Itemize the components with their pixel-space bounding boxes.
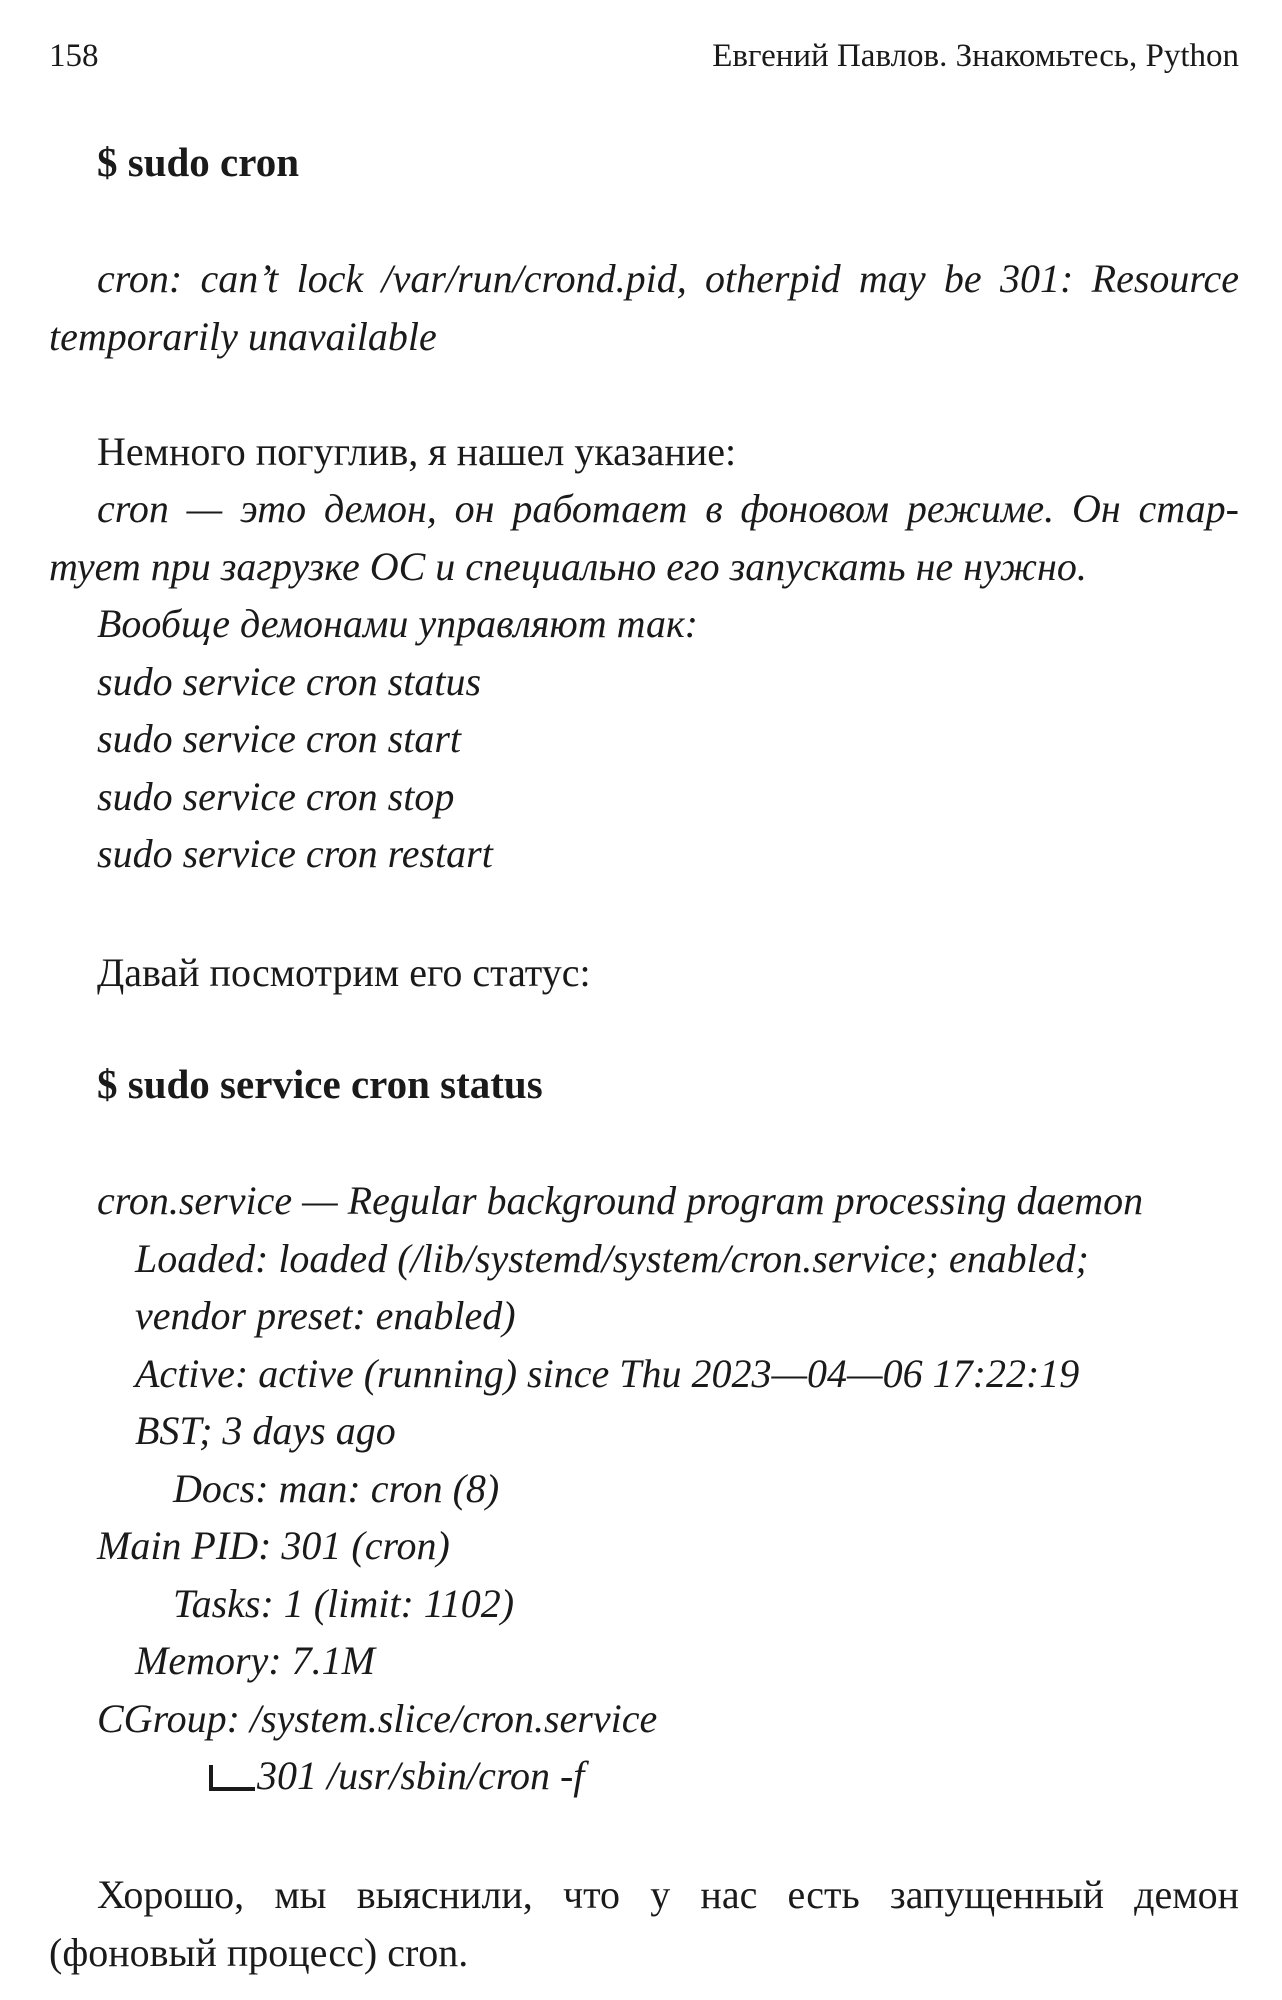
error-output [49, 250, 1239, 365]
page-header [49, 36, 1239, 76]
quote-cmd-restart: sudo service cron restart [97, 831, 493, 876]
status-loaded-line-2: vendor preset: enabled) [135, 1293, 516, 1338]
quote-block [49, 480, 1239, 883]
conclusion [49, 1866, 1239, 1981]
status-docs-line: Docs: man: cron (8) [173, 1465, 500, 1511]
status-intro-text: Давай посмотрим его статус: [97, 950, 591, 995]
status-cgroup-line: CGroup: /system.slice/cron.service [97, 1695, 658, 1741]
error-line-2: temporarily unavailable [49, 313, 437, 359]
quote-line-1: cron — это демон, он работает в фоновом режиме. Он стар- [97, 486, 1239, 531]
status-active-line-1: Active: active (running) since Thu 2023—04—06 17:22:19 [135, 1350, 1080, 1396]
status-memory-line: Memory: 7.1M [135, 1638, 375, 1683]
status-process-text: 301 /usr/sbin/cron -f [257, 1753, 585, 1798]
error-line-1: cron: can’t lock /var/run/crond.pid, otherpid may be 301: Resource [97, 256, 1239, 301]
quote-cmd-start: sudo service cron start [97, 716, 462, 761]
page-number: 158 [49, 38, 99, 74]
status-tasks-line: Tasks: 1 (limit: 1102) [173, 1580, 515, 1626]
command-sudo-service-cron-status: $ sudo service cron status [97, 1061, 543, 1107]
tree-branch-icon [209, 1765, 255, 1791]
status-main-pid-line: Main PID: 301 (cron) [97, 1523, 450, 1568]
status-loaded-line-1: Loaded: loaded (/lib/systemd/system/cron.service; enabled; [135, 1235, 1089, 1281]
quote-line-2: тует при загрузке ОС и специально его запускать не нужно. [49, 543, 1087, 589]
running-head: Евгений Павлов. Знакомьтесь, Python [712, 38, 1239, 74]
quote-cmd-status: sudo service cron status [97, 658, 482, 704]
status-active-line-2: BST; 3 days ago [135, 1408, 396, 1453]
status-process-line [49, 1747, 1239, 1805]
googled-intro [49, 423, 1239, 481]
status-output [49, 1172, 1239, 1805]
status-service-line: cron.service — Regular background program processing daemon [97, 1178, 1144, 1223]
quote-cmd-stop: sudo service cron stop [97, 773, 455, 819]
conclusion-line-1: Хорошо, мы выяснили, что у нас есть запущенный демон [97, 1872, 1239, 1917]
googled-intro-text: Немного погуглив, я нашел указание: [97, 429, 737, 474]
status-intro [49, 944, 1239, 1002]
conclusion-line-2: (фоновый процесс) cron. [49, 1929, 469, 1975]
command-sudo-cron: $ sudo cron [97, 139, 300, 185]
quote-line-3: Вообще демонами управляют так: [97, 601, 698, 646]
